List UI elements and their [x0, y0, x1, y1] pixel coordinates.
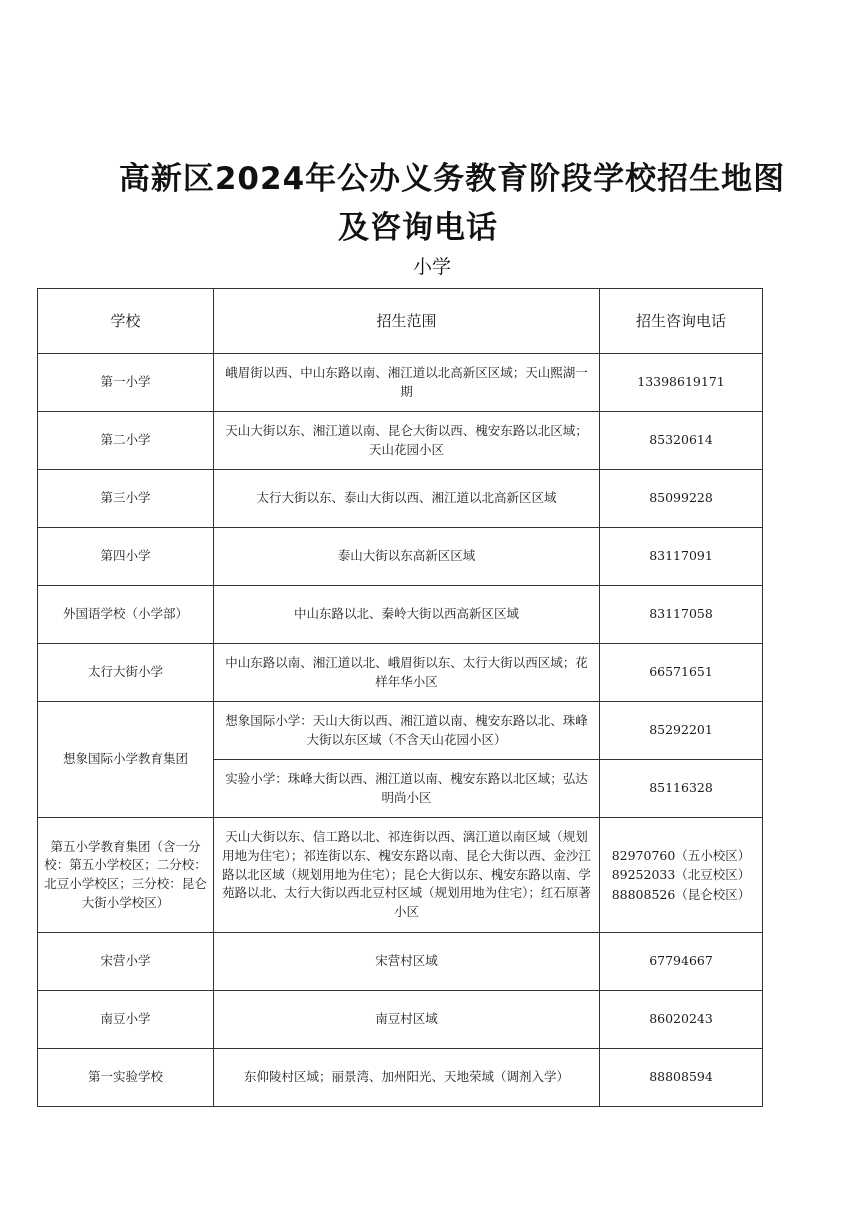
table-row [38, 818, 763, 933]
enrollment-range: 峨眉街以西、中山东路以南、湘江道以北高新区区域；天山熙湖一期 [214, 354, 600, 412]
phone-number: 85292201 [600, 702, 763, 760]
enrollment-range: 太行大街以东、泰山大街以西、湘江道以北高新区区域 [214, 470, 600, 528]
section-subtitle: 小学 [412, 256, 451, 278]
enrollment-range: 东仰陵村区域；丽景湾、加州阳光、天地荣域（调剂入学） [214, 1049, 600, 1107]
phone-number: 85099228 [600, 470, 763, 528]
enrollment-table [37, 288, 763, 1107]
phone-number: 83117091 [600, 528, 763, 586]
school-name: 太行大街小学 [38, 644, 214, 702]
enrollment-range: 泰山大街以东高新区区域 [214, 528, 600, 586]
phone-number-list [600, 818, 763, 933]
school-name: 第一小学 [38, 354, 214, 412]
phone-number: 89252033（北豆校区） [611, 867, 751, 883]
enrollment-range: 中山东路以南、湘江道以北、峨眉街以东、太行大街以西区域；花样年华小区 [214, 644, 600, 702]
column-header-range: 招生范围 [214, 289, 600, 354]
phone-number: 88808594 [600, 1049, 763, 1107]
table-row [38, 586, 763, 644]
table-row [38, 528, 763, 586]
enrollment-range: 中山东路以北、秦岭大街以西高新区区域 [214, 586, 600, 644]
enrollment-range: 宋营村区域 [214, 933, 600, 991]
school-name: 第一实验学校 [38, 1049, 214, 1107]
enrollment-range: 南豆村区域 [214, 991, 600, 1049]
school-name: 第四小学 [38, 528, 214, 586]
enrollment-range: 想象国际小学：天山大街以西、湘江道以南、槐安东路以北、珠峰大街以东区域（不含天山花园小区） [214, 702, 600, 760]
page-title-line2: 及咨询电话 [338, 210, 498, 246]
phone-number: 83117058 [600, 586, 763, 644]
table-row [38, 933, 763, 991]
phone-number: 66571651 [600, 644, 763, 702]
enrollment-range: 实验小学：珠峰大街以西、湘江道以南、槐安东路以北区域；弘达明尚小区 [214, 760, 600, 818]
table-row [38, 644, 763, 702]
column-header-school: 学校 [38, 289, 214, 354]
table-row [38, 470, 763, 528]
school-name: 第五小学教育集团（含一分校：第五小学校区；二分校：北豆小学校区；三分校：昆仑大街小学校区） [38, 818, 214, 933]
table-header-row [38, 289, 763, 354]
table-row [38, 991, 763, 1049]
table-row [38, 702, 763, 760]
school-name: 第二小学 [38, 412, 214, 470]
phone-number: 82970760（五小校区） [611, 847, 751, 863]
phone-number: 85320614 [600, 412, 763, 470]
phone-number: 67794667 [600, 933, 763, 991]
phone-number: 85116328 [600, 760, 763, 818]
phone-number: 88808526（昆仑校区） [611, 886, 751, 902]
enrollment-range: 天山大街以东、信工路以北、祁连街以西、漓江道以南区域（规划用地为住宅）；祁连街以东、槐安东路以南、昆仑大街以西、金沙江路以北区域（规划用地为住宅）；昆仑大街以东、槐安东路以南、学苑路以北、太行大街以西北豆村区域（规划用地为住宅）；红石原著小区 [214, 818, 600, 933]
school-name: 想象国际小学教育集团 [38, 702, 214, 818]
school-name: 第三小学 [38, 470, 214, 528]
school-name: 外国语学校（小学部） [38, 586, 214, 644]
table-row [38, 412, 763, 470]
table-row [38, 354, 763, 412]
school-name: 宋营小学 [38, 933, 214, 991]
table-row [38, 1049, 763, 1107]
phone-number: 13398619171 [600, 354, 763, 412]
column-header-phone: 招生咨询电话 [600, 289, 763, 354]
page-title: 高新区2024年公办义务教育阶段学校招生地图 [118, 161, 786, 197]
enrollment-range: 天山大街以东、湘江道以南、昆仑大街以西、槐安东路以北区域；天山花园小区 [214, 412, 600, 470]
phone-number: 86020243 [600, 991, 763, 1049]
school-name: 南豆小学 [38, 991, 214, 1049]
